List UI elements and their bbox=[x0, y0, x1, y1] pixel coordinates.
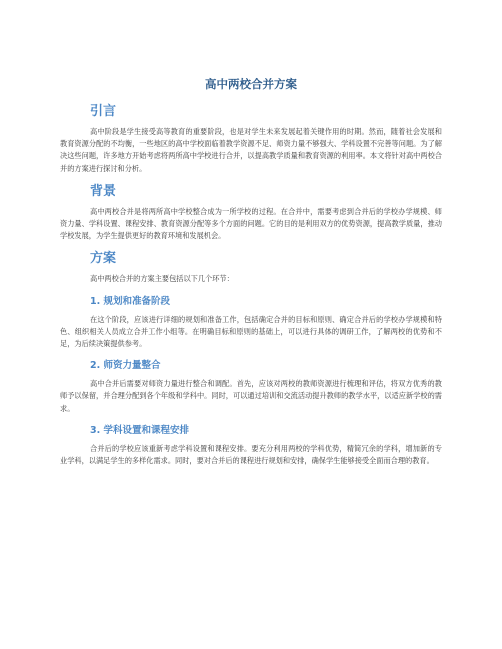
step-paragraph-curriculum: 合并后的学校应该重新考虑学科设置和课程安排。要充分利用两校的学科优势，精简冗余的学科，增加新的专业学科，以满足学生的多样化需求。同时，要对合并后的课程进行规划和安排，确保学生能够接受全面而合理的教育。 bbox=[60, 443, 442, 466]
step-paragraph-planning: 在这个阶段，应该进行详细的规划和准备工作，包括确定合并的目标和原则、确定合并后的学校办学规模和特色、组织相关人员成立合并工作小组等。在明确目标和原则的基础上，可以进行具体的调研工作，了解两校的优势和不足，为后续决策提供参考。 bbox=[60, 314, 442, 349]
section-heading-background: 背景 bbox=[90, 183, 117, 199]
section-heading-plan: 方案 bbox=[90, 251, 117, 267]
intro-paragraph: 高中阶段是学生接受高等教育的重要阶段，也是对学生未来发展起着关键作用的时期。然而，随着社会发展和教育资源分配的不均衡，一些地区的高中学校面临着教学资源不足、师资力量不够强大、学科设置不完善等问题。为了解决这些问题，许多地方开始考虑将两所高中学校进行合并，以提高教学质量和教育资源的利用率。本文将针对高中两校合并的方案进行探讨和分析。 bbox=[60, 127, 442, 173]
step-paragraph-teachers: 高中合并后需要对师资力量进行整合和调配。首先，应该对两校的教师资源进行梳理和评估，将双方优秀的教师予以保留，并合理分配到各个年级和学科中。同时，可以通过培训和交流活动提升教师的教学水平，以适应新学校的需求。 bbox=[60, 379, 442, 413]
document-title: 高中两校合并方案 bbox=[205, 77, 297, 91]
plan-intro-paragraph: 高中两校合并的方案主要包括以下几个环节： bbox=[90, 274, 234, 284]
step-heading-planning: 1. 规划和准备阶段 bbox=[90, 295, 171, 307]
step-heading-curriculum: 3. 学科设置和课程安排 bbox=[90, 424, 190, 436]
section-heading-intro: 引言 bbox=[90, 104, 117, 119]
step-heading-teachers: 2. 师资力量整合 bbox=[90, 360, 161, 372]
background-paragraph: 高中两校合并是将两所高中学校整合成为一所学校的过程。在合并中，需要考虑到合并后的学校办学规模、师资力量、学科设置、课程安排、教育资源分配等多个方面的问题。它的目的是利用双方的优势资源，提高教学质量，推动学校发展，为学生提供更好的教育环境和发展机会。 bbox=[60, 206, 442, 241]
